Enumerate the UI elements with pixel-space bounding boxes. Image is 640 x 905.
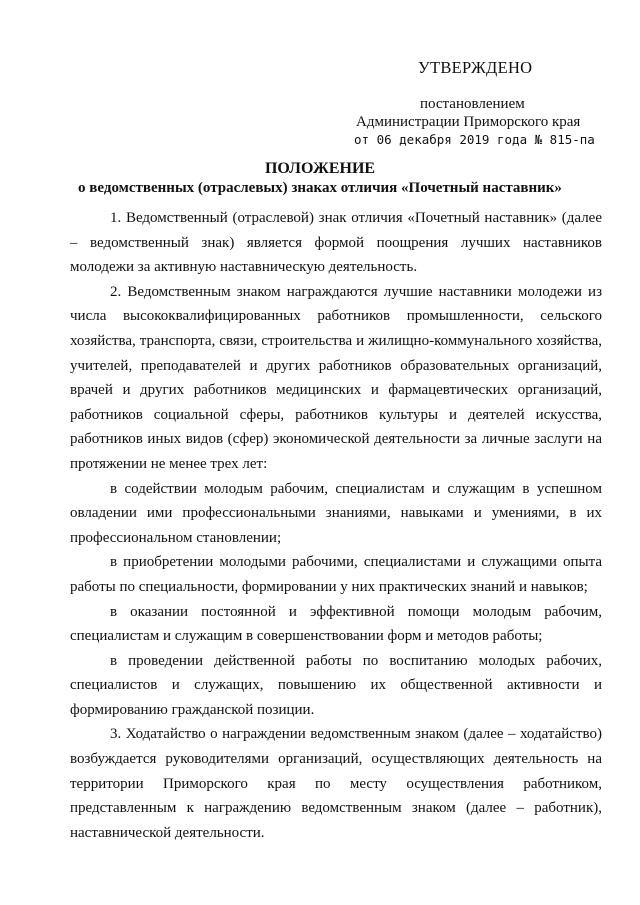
approval-line-resolution: постановлением [420, 96, 525, 112]
paragraph-2-item-4: в проведении действенной работы по воспитанию молодых рабочих, специалистов и служащих, повышению их общественной активности и формированию гражданской позиции. [70, 652, 602, 718]
paragraph-2-item-1: в содействии молодым рабочим, специалистам и служащим в успешном овладении ими профессиональными знаниями, навыками и умениями, в их профессиональном становлении; [70, 480, 602, 546]
approval-line-date-number: от 06 декабря 2019 года № 815-па [354, 132, 595, 147]
paragraph-3: 3. Ходатайство о награждении ведомственным знаком (далее – ходатайство) возбуждается руководителями организаций, осуществляющих деятельность на территории Приморского края по месту осуществления работником, представленным к награждению ведомственным знаком (далее – работник), наставнической деятельности. [70, 726, 602, 841]
approval-line-authority: Администрации Приморского края [356, 114, 581, 130]
paragraph-1: 1. Ведомственный (отраслевой) знак отличия «Почетный наставник» (далее – ведомственный знак) является формой поощрения лучших наставников молодежи за активную наставническую деятельность. [70, 210, 602, 276]
document-subtitle: о ведомственных (отраслевых) знаках отличия «Почетный наставник» [78, 180, 562, 196]
paragraph-2-item-2: в приобретении молодыми рабочими, специалистами и служащими опыта работы по специальности, формировании у них практических знаний и навыков; [70, 554, 602, 595]
paragraph-2: 2. Ведомственным знаком награждаются лучшие наставники молодежи из числа высококвалифицированных работников промышленности, сельского хозяйства, транспорта, связи, строительства и жилищно-коммунального хозяйства, учителей, преподавателей и других работников образовательных организаций, врачей и других работников медицинских и фармацевтических организаций, работников социальной сферы, работников культуры и деятелей искусства, работников иных видов (сфер) экономической деятельности за личные заслуги на протяжении не менее трех лет: [70, 283, 602, 472]
approved-label: УТВЕРЖДЕНО [418, 58, 533, 77]
document-body [70, 206, 602, 845]
document-title: ПОЛОЖЕНИЕ [264, 160, 376, 177]
paragraph-2-item-3: в оказании постоянной и эффективной помощи молодым рабочим, специалистам и служащим в совершенствовании форм и методов работы; [70, 603, 602, 645]
